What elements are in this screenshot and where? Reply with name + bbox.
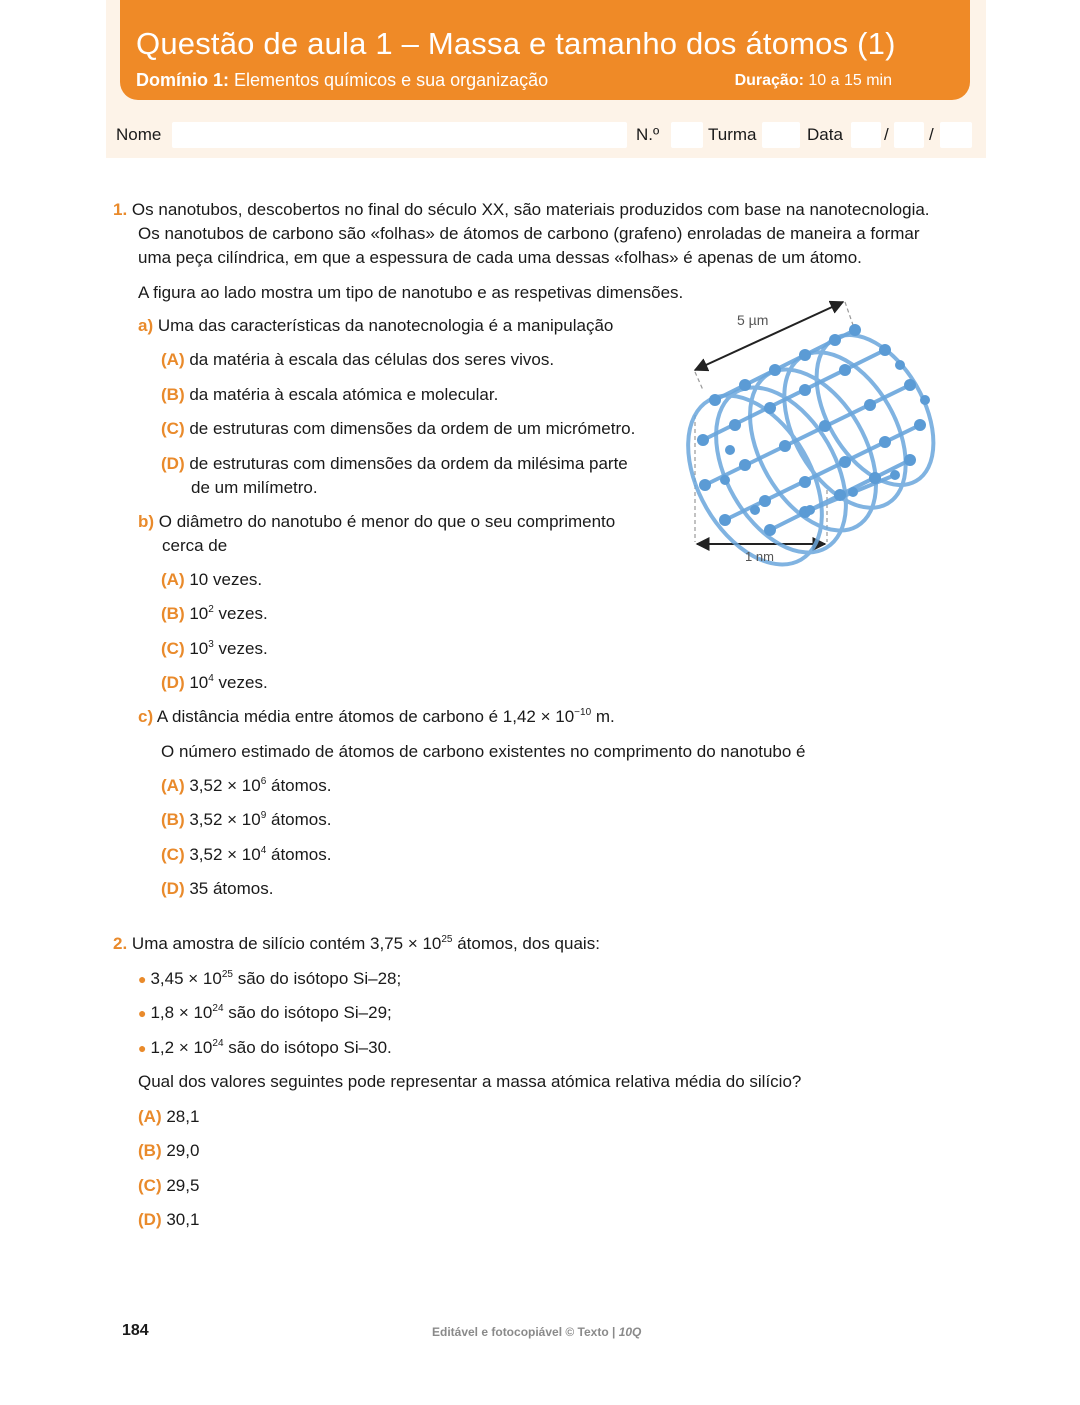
stem-text: A distância média entre átomos de carbono é 1,42 × 10 bbox=[156, 707, 575, 726]
student-info-row bbox=[116, 122, 976, 148]
domain-label: Domínio 1: bbox=[136, 70, 229, 90]
stem-text: m. bbox=[591, 707, 615, 726]
option-c[interactable] bbox=[138, 1174, 199, 1198]
page-title: Questão de aula 1 – Massa e tamanho dos átomos (1) bbox=[136, 26, 896, 61]
exponent: 6 bbox=[260, 776, 267, 787]
option-letter: (D) bbox=[161, 673, 185, 692]
exponent: 25 bbox=[441, 934, 453, 945]
duration-line bbox=[735, 72, 892, 90]
name-field[interactable] bbox=[172, 122, 627, 148]
option-text: de estruturas com dimensões da ordem da milésima parte bbox=[189, 454, 628, 473]
question-1-intro bbox=[113, 198, 983, 270]
option-text: vezes. bbox=[208, 570, 263, 589]
option-letter: (D) bbox=[138, 1210, 162, 1229]
option-text: átomos. bbox=[266, 845, 332, 864]
option-d-continuation: de um milímetro. bbox=[191, 478, 318, 497]
option-d[interactable] bbox=[138, 1208, 199, 1232]
stem-text: átomos, dos quais: bbox=[452, 934, 600, 953]
duration-label: Duração: bbox=[734, 72, 804, 89]
stem-text: Uma das características da nanotecnologia é a manipulação bbox=[157, 316, 614, 335]
question-2-prompt: Qual dos valores seguintes pode representar a massa atómica relativa média do silício? bbox=[138, 1072, 802, 1091]
option-value: 10 bbox=[189, 604, 209, 623]
option-c[interactable] bbox=[161, 637, 268, 661]
option-a[interactable] bbox=[161, 348, 554, 372]
bullet-value: 3,45 × 10 bbox=[150, 969, 222, 988]
option-b[interactable] bbox=[161, 602, 268, 626]
diameter-label: 1 nm bbox=[745, 549, 774, 564]
exponent: −10 bbox=[574, 707, 592, 718]
isotope-bullet bbox=[138, 967, 401, 991]
option-text: vezes. bbox=[213, 604, 268, 623]
option-letter: (B) bbox=[138, 1141, 162, 1160]
option-letter: (B) bbox=[161, 604, 185, 623]
question-2-stem bbox=[113, 932, 600, 956]
option-letter: (B) bbox=[161, 385, 185, 404]
option-text: 29,5 bbox=[166, 1176, 200, 1195]
option-text: 30,1 bbox=[166, 1210, 200, 1229]
option-value: 10 bbox=[189, 639, 209, 658]
option-text: da matéria à escala das células dos seres vivos. bbox=[189, 350, 555, 369]
bullet-icon: ● bbox=[138, 971, 147, 987]
isotope-bullet bbox=[138, 1036, 392, 1060]
option-b[interactable] bbox=[138, 1139, 199, 1163]
nanotube-figure bbox=[685, 290, 945, 575]
exponent: 2 bbox=[208, 604, 214, 615]
question-number: 1. bbox=[113, 200, 128, 219]
option-d[interactable] bbox=[161, 452, 668, 476]
exponent: 9 bbox=[260, 810, 267, 821]
option-letter: (B) bbox=[161, 810, 185, 829]
exponent: 25 bbox=[221, 969, 233, 980]
length-label: 5 µm bbox=[737, 312, 769, 328]
option-a[interactable] bbox=[138, 1105, 199, 1129]
date-year-field[interactable] bbox=[940, 122, 972, 148]
exponent: 4 bbox=[260, 845, 267, 856]
bullet-text: são do isótopo Si–28; bbox=[232, 969, 402, 988]
option-value: 35 átomos. bbox=[189, 879, 274, 898]
nanotube-illustration bbox=[685, 290, 945, 575]
option-text: vezes. bbox=[213, 639, 268, 658]
subquestion-letter: c) bbox=[138, 707, 154, 726]
option-b[interactable] bbox=[161, 383, 498, 407]
option-text: da matéria à escala atómica e molecular. bbox=[189, 385, 499, 404]
option-a[interactable] bbox=[161, 568, 262, 592]
exponent: 3 bbox=[208, 639, 214, 650]
option-text: 29,0 bbox=[166, 1141, 200, 1160]
figure-caption-text: A figura ao lado mostra um tipo de nanotubo e as respetivas dimensões. bbox=[138, 283, 684, 302]
option-letter: (C) bbox=[138, 1176, 162, 1195]
number-label: N.º bbox=[636, 125, 660, 144]
header-banner bbox=[120, 0, 970, 100]
option-b[interactable] bbox=[161, 808, 331, 832]
option-letter: (A) bbox=[161, 350, 185, 369]
date-label: Data bbox=[807, 125, 843, 144]
bullet-icon: ● bbox=[138, 1005, 147, 1021]
option-c[interactable] bbox=[161, 417, 635, 441]
option-letter: (D) bbox=[161, 879, 185, 898]
duration-value: 10 a 15 min bbox=[808, 72, 892, 89]
exponent: 24 bbox=[212, 1003, 224, 1014]
domain-value: Elementos químicos e sua organização bbox=[234, 70, 549, 90]
option-value: 3,52 × 10 bbox=[189, 845, 261, 864]
book-code: 10Q bbox=[618, 1325, 642, 1339]
option-value: 3,52 × 10 bbox=[189, 810, 261, 829]
intro-line: uma peça cilíndrica, em que a espessura de cada uma dessas «folhas» é apenas de um átomo. bbox=[138, 248, 862, 267]
option-a[interactable] bbox=[161, 774, 331, 798]
option-letter: (A) bbox=[161, 570, 185, 589]
option-text: de estruturas com dimensões da ordem de um micrómetro. bbox=[189, 419, 636, 438]
stem-continuation: cerca de bbox=[162, 536, 228, 555]
option-value: 10 bbox=[189, 570, 209, 589]
intro-line: Os nanotubos de carbono são «folhas» de átomos de carbono (grafeno) enroladas de maneira a formar bbox=[138, 224, 920, 243]
option-d[interactable] bbox=[161, 877, 273, 901]
option-letter: (C) bbox=[161, 639, 185, 658]
copyright-text: Editável e fotocopiável © Texto | bbox=[432, 1325, 619, 1339]
class-label: Turma bbox=[708, 125, 757, 144]
stem-continuation: O número estimado de átomos de carbono existentes no comprimento do nanotubo é bbox=[161, 742, 806, 761]
class-field[interactable] bbox=[762, 122, 800, 148]
bullet-text: são do isótopo Si–30. bbox=[223, 1038, 392, 1057]
option-text: 28,1 bbox=[166, 1107, 200, 1126]
date-month-field[interactable] bbox=[894, 122, 924, 148]
option-text: átomos. bbox=[266, 776, 332, 795]
date-day-field[interactable] bbox=[851, 122, 881, 148]
option-d[interactable] bbox=[161, 671, 268, 695]
bullet-icon: ● bbox=[138, 1040, 147, 1056]
stem-text: O diâmetro do nanotubo é menor do que o seu comprimento bbox=[158, 512, 616, 531]
question-number: 2. bbox=[113, 934, 128, 953]
subquestion-letter: a) bbox=[138, 316, 154, 335]
option-c[interactable] bbox=[161, 843, 331, 867]
question-1a-stem bbox=[138, 314, 613, 338]
name-label: Nome bbox=[116, 125, 162, 144]
option-value: 10 bbox=[189, 673, 209, 692]
option-value: 3,52 × 10 bbox=[189, 776, 261, 795]
question-1b-stem bbox=[138, 510, 668, 534]
number-field[interactable] bbox=[671, 122, 703, 148]
question-1c-stem bbox=[138, 705, 615, 729]
subquestion-letter: b) bbox=[138, 512, 155, 531]
isotope-bullet bbox=[138, 1001, 392, 1025]
exponent: 24 bbox=[212, 1038, 224, 1049]
option-text: vezes. bbox=[213, 673, 268, 692]
option-letter: (D) bbox=[161, 454, 185, 473]
date-separator: / bbox=[929, 125, 934, 144]
page-number: 184 bbox=[122, 1322, 149, 1339]
intro-line: Os nanotubos, descobertos no final do século XX, são materiais produzidos com base na nanotecnologia. bbox=[131, 200, 930, 219]
option-letter: (A) bbox=[161, 776, 185, 795]
bullet-text: são do isótopo Si–29; bbox=[223, 1003, 392, 1022]
copyright-notice bbox=[432, 1325, 641, 1339]
domain-line bbox=[136, 70, 548, 91]
exponent: 4 bbox=[208, 673, 214, 684]
stem-text: Uma amostra de silício contém 3,75 × 10 bbox=[131, 934, 442, 953]
worksheet-header bbox=[106, 0, 986, 158]
bullet-value: 1,8 × 10 bbox=[150, 1003, 213, 1022]
date-separator: / bbox=[884, 125, 889, 144]
option-letter: (A) bbox=[138, 1107, 162, 1126]
option-letter: (C) bbox=[161, 419, 185, 438]
option-letter: (C) bbox=[161, 845, 185, 864]
bullet-value: 1,2 × 10 bbox=[150, 1038, 213, 1057]
option-text: átomos. bbox=[266, 810, 332, 829]
